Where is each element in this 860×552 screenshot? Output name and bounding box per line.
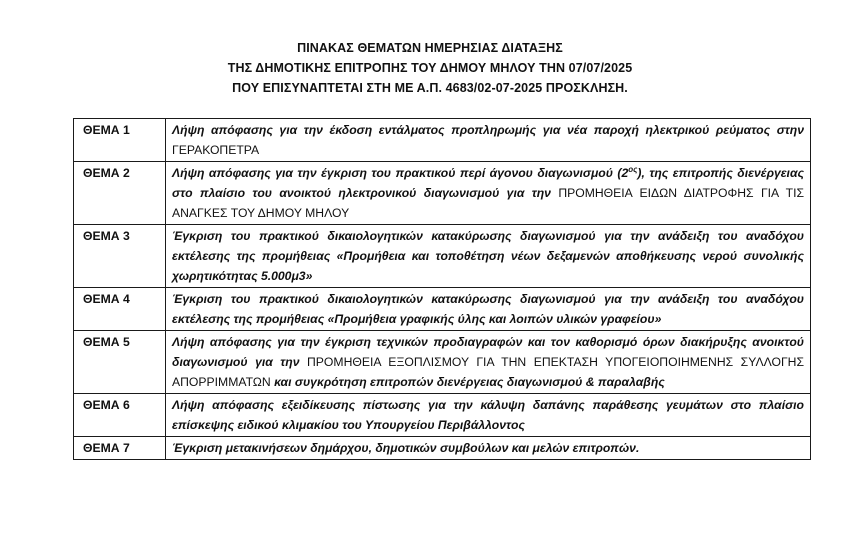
- topic-description: Έγκριση μετακινήσεων δημάρχου, δημοτικών συμβούλων και μελών επιτροπών.: [166, 437, 811, 460]
- table-row: [74, 437, 811, 460]
- document-header: [0, 38, 860, 98]
- topic-text-emphasis: ΠΡΟΜΗΘΕΙΑ ΕΞΟΠΛΙΣΜΟΥ ΓΙΑ ΤΗΝ ΕΠΕΚΤΑΣΗ ΥΠΟΓΕΙΟΠΟΙΗΜΕΝΗΣ ΣΥΛΛΟΓΗΣ ΑΠΟΡΡΙΜΜΑΤΩΝ: [172, 355, 804, 389]
- topic-label: ΘΕΜΑ 2: [74, 162, 166, 225]
- topic-description: [166, 331, 811, 394]
- topic-description: Λήψη απόφασης εξειδίκευσης πίστωσης για την κάλυψη δαπάνης παράθεσης γευμάτων στο πλαίσιο επίσκεψης ειδικού κλιμακίου του Υπουργείου Περιβάλλοντος: [166, 394, 811, 437]
- topic-label: ΘΕΜΑ 7: [74, 437, 166, 460]
- table-row: [74, 394, 811, 437]
- topic-description: Έγκριση του πρακτικού δικαιολογητικών κατακύρωσης διαγωνισμού για την ανάδειξη του αναδόχου εκτέλεσης της προμήθειας «Προμήθεια γραφικής ύλης και λοιπών υλικών γραφείου»: [166, 288, 811, 331]
- topic-description: Έγκριση του πρακτικού δικαιολογητικών κατακύρωσης διαγωνισμού για την ανάδειξη του αναδόχου εκτέλεσης της προμήθειας «Προμήθεια και τοποθέτηση νέων δεξαμενών αποθήκευσης νερού συνολικής χωρητικότητας 5.000μ3»: [166, 225, 811, 288]
- header-line-3: ΠΟΥ ΕΠΙΣΥΝΑΠΤΕΤΑΙ ΣΤΗ ΜΕ Α.Π. 4683/02-07-2025 ΠΡΟΣΚΛΗΣΗ.: [232, 81, 628, 95]
- topic-label: ΘΕΜΑ 3: [74, 225, 166, 288]
- topic-label: ΘΕΜΑ 1: [74, 119, 166, 162]
- topic-text-emphasis: ΓΕΡΑΚΟΠΕΤΡΑ: [172, 143, 260, 157]
- topic-text-part: Λήψη απόφασης για την έκδοση εντάλματος προπληρωμής για νέα παροχή ηλεκτρικού ρεύματος στην: [172, 123, 804, 137]
- table-row: [74, 331, 811, 394]
- topic-text-part: Λήψη απόφασης για την έγκριση του πρακτικού περί άγονου διαγωνισμού (2: [172, 166, 629, 180]
- table-row: [74, 225, 811, 288]
- topic-label: ΘΕΜΑ 4: [74, 288, 166, 331]
- topic-description: [166, 119, 811, 162]
- header-line-1: ΠΙΝΑΚΑΣ ΘΕΜΑΤΩΝ ΗΜΕΡΗΣΙΑΣ ΔΙΑΤΑΞΗΣ: [297, 41, 563, 55]
- topic-text-part: και συγκρότηση επιτροπών διενέργειας διαγωνισμού & παραλαβής: [270, 375, 665, 389]
- table-row: [74, 162, 811, 225]
- header-line-2: ΤΗΣ ΔΗΜΟΤΙΚΗΣ ΕΠΙΤΡΟΠΗΣ ΤΟΥ ΔΗΜΟΥ ΜΗΛΟΥ ΤΗΝ 07/07/2025: [227, 61, 633, 75]
- table-row: [74, 288, 811, 331]
- topic-label: ΘΕΜΑ 6: [74, 394, 166, 437]
- ordinal-superscript: ος: [628, 164, 638, 174]
- topic-text-emphasis: ΠΡΟΜΗΘΕΙΑ ΕΙΔΩΝ ΔΙΑΤΡΟΦΗΣ ΓΙΑ ΤΙΣ ΑΝΑΓΚΕΣ ΤΟΥ ΔΗΜΟΥ ΜΗΛΟΥ: [172, 186, 804, 220]
- table-row: [74, 119, 811, 162]
- topic-text-part: ), της επιτροπής διενέργειας στο πλαίσιο του ανοικτού ηλεκτρονικού διαγωνισμού για την: [172, 166, 804, 200]
- topic-text-part: Λήψη απόφασης για την έγκριση τεχνικών προδιαγραφών και τον καθορισμό όρων διακήρυξης ανοικτού διαγωνισμού για την: [172, 335, 804, 369]
- agenda-table: [73, 118, 811, 460]
- topic-label: ΘΕΜΑ 5: [74, 331, 166, 394]
- topic-description: [166, 162, 811, 225]
